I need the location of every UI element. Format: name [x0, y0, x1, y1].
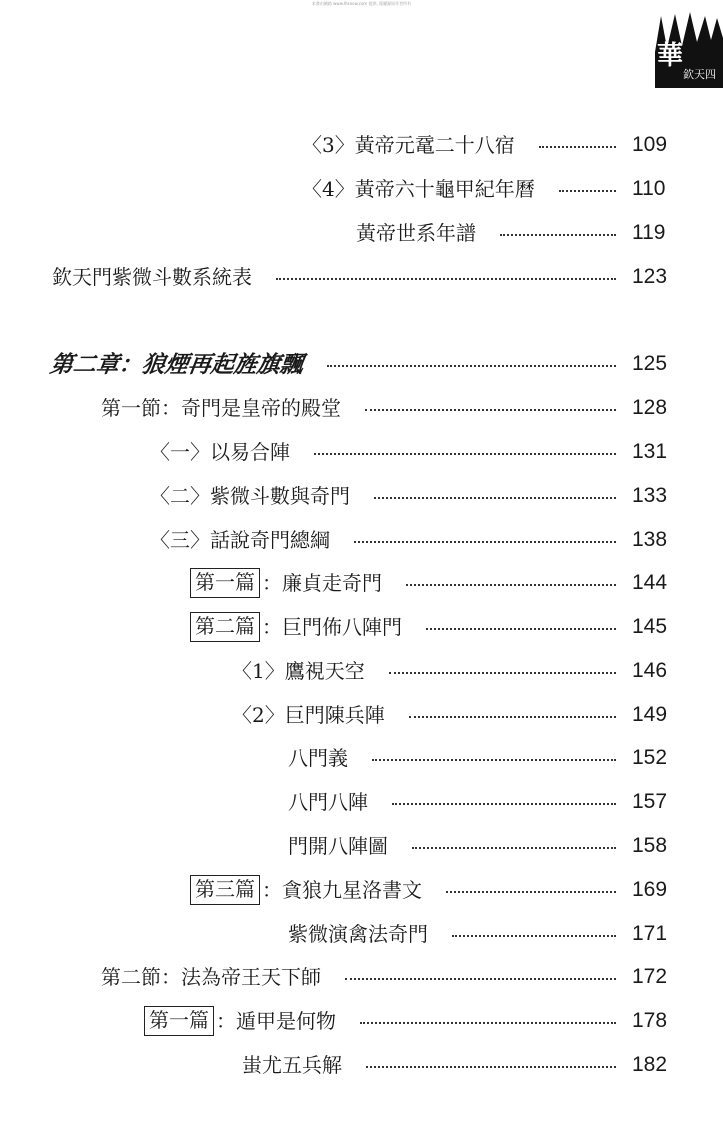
chapter-title: 第二章：狼煙再起旌旗飄 [48, 350, 305, 378]
toc-entry[interactable] [190, 607, 688, 647]
entry-title: 門開八陣圖 [288, 834, 388, 858]
entry-title: ：貪狼九星洛書文 [262, 878, 422, 902]
toc-entry[interactable] [150, 520, 688, 560]
logo-main-char: 華 [657, 41, 684, 71]
dot-leader [366, 1066, 616, 1068]
part-label-box: 第三篇 [190, 875, 260, 905]
dot-leader [345, 978, 616, 980]
toc-entry[interactable] [288, 914, 688, 954]
toc-entry[interactable] [242, 1045, 688, 1085]
page-number: 125 [632, 352, 668, 375]
toc-entry[interactable] [144, 1001, 688, 1041]
brush-logo-graphic [655, 12, 723, 88]
toc-entry[interactable] [232, 651, 688, 691]
page-number: 157 [632, 790, 668, 813]
entry-title: 紫微演禽法奇門 [288, 922, 428, 946]
dot-leader [372, 759, 616, 761]
page-number: 131 [632, 440, 668, 463]
page-number: 178 [632, 1009, 668, 1032]
entry-title: 欽天門紫微斗數系統表 [52, 265, 252, 289]
dot-leader [276, 278, 616, 280]
toc-entry[interactable] [288, 826, 688, 866]
entry-title: 八門義 [288, 746, 348, 770]
section-title: 第二節：法為帝王天下師 [101, 965, 321, 989]
dot-leader [360, 1022, 616, 1024]
page-number: 149 [632, 703, 668, 726]
entry-title: 〈2〉巨門陳兵陣 [232, 703, 385, 727]
entry-title: 〈1〉鷹視天空 [232, 659, 365, 683]
page-number: 171 [632, 922, 668, 945]
toc-entry[interactable] [288, 738, 688, 778]
toc-entry[interactable] [288, 782, 688, 822]
part-label-box: 第一篇 [190, 568, 260, 598]
page-number: 119 [632, 221, 666, 244]
entry-title: 蚩尤五兵解 [242, 1053, 342, 1077]
dot-leader [392, 803, 616, 805]
section-title: 第一節：奇門是皇帝的殿堂 [101, 396, 341, 420]
toc-section-entry[interactable] [101, 388, 688, 428]
entry-title: 〈一〉以易合陣 [150, 440, 290, 464]
page-number: 110 [632, 177, 666, 200]
entry-title: 〈3〉黃帝元鼋二十八宿 [302, 133, 515, 157]
dot-leader [406, 584, 616, 586]
page-number: 146 [632, 659, 668, 682]
part-label-box: 第二篇 [190, 612, 260, 642]
part-label-box: 第一篇 [144, 1006, 214, 1036]
page-number: 145 [632, 615, 668, 638]
dot-leader [314, 453, 616, 455]
dot-leader [354, 541, 616, 543]
dot-leader [327, 365, 616, 367]
dot-leader [365, 409, 616, 411]
page-number: 109 [632, 133, 668, 156]
dot-leader [539, 146, 616, 148]
logo-sub-text: 欽天四 [683, 68, 716, 81]
dot-leader [559, 190, 616, 192]
toc-entry[interactable] [52, 257, 688, 297]
dot-leader [500, 234, 616, 236]
page-number: 152 [632, 746, 668, 769]
dot-leader [409, 716, 616, 718]
dot-leader [446, 891, 616, 893]
page-number: 144 [632, 571, 668, 594]
entry-title: 黃帝世系年譜 [356, 221, 476, 245]
toc-entry[interactable] [190, 563, 688, 603]
toc-entry[interactable] [150, 476, 688, 516]
page-number: 158 [632, 834, 668, 857]
entry-title: 八門八陣 [288, 790, 368, 814]
watermark-text: 本書由網路 www.lhsnow.com 提供, 版權歸原作者所有 [311, 1, 412, 6]
publisher-logo [655, 12, 723, 88]
page-number: 133 [632, 484, 668, 507]
page-number: 182 [632, 1053, 668, 1076]
page-number: 123 [632, 265, 668, 288]
dot-leader [389, 672, 616, 674]
page-number: 138 [632, 528, 668, 551]
entry-title: ：遁甲是何物 [216, 1009, 336, 1033]
toc-chapter-entry[interactable] [50, 344, 688, 384]
entry-title: 〈4〉黃帝六十龜甲紀年曆 [302, 177, 535, 201]
dot-leader [412, 847, 616, 849]
page-number: 172 [632, 965, 668, 988]
toc-entry[interactable] [356, 213, 688, 253]
toc-entry[interactable] [232, 695, 688, 735]
toc-section-entry[interactable] [101, 957, 688, 997]
dot-leader [374, 497, 616, 499]
entry-title: 〈三〉話說奇門總綱 [150, 528, 330, 552]
entry-title: ：廉貞走奇門 [262, 571, 382, 595]
toc-entry[interactable] [150, 432, 688, 472]
toc-entry[interactable] [302, 125, 688, 165]
entry-title: 〈二〉紫微斗數與奇門 [150, 484, 350, 508]
dot-leader [426, 628, 616, 630]
toc-entry[interactable] [302, 169, 688, 209]
toc-entry[interactable] [190, 870, 688, 910]
page-number: 169 [632, 878, 668, 901]
entry-title: ：巨門佈八陣門 [262, 615, 402, 639]
page-number: 128 [632, 396, 668, 419]
dot-leader [452, 935, 616, 937]
